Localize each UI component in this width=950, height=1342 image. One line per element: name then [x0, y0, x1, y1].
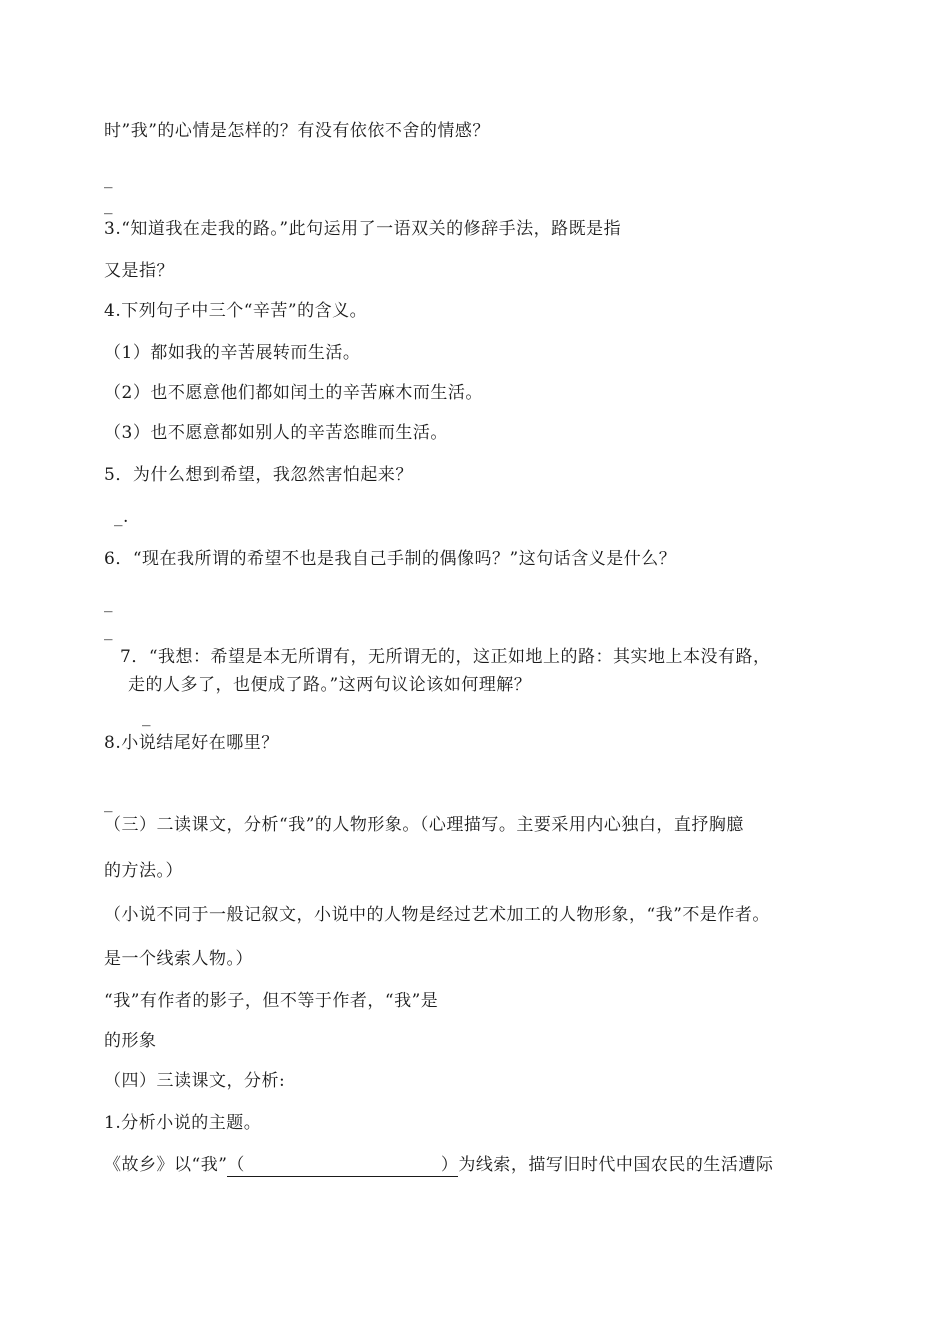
answer-blank[interactable]: _ [104, 195, 113, 215]
section-3-prompt-continuation: 的形象 [104, 1031, 157, 1051]
section-3-note: （小说不同于一般记叙文，小说中的人物是经过艺术加工的人物形象，“我”不是作者。 [104, 905, 770, 925]
question-7: 7．“我想：希望是本无所谓有，无所谓无的，这正如地上的路：其实地上本没有路， [120, 647, 771, 667]
clue-blank[interactable] [227, 1154, 458, 1177]
question-5: 5．为什么想到希望，我忽然害怕起来？ [104, 465, 413, 485]
question-4-item-1: （1）都如我的辛苦展转而生活。 [104, 343, 361, 363]
answer-blank[interactable]: _. [114, 507, 129, 527]
close-paren: ） [440, 1155, 459, 1175]
question-6: 6．“现在我所谓的希望不也是我自己手制的偶像吗？”这句话含义是什么？ [104, 549, 677, 569]
question-4-item-2: （2）也不愿意他们都如闰土的辛苦麻木而生活。 [104, 383, 483, 403]
question-continuation: 时”我”的心情是怎样的？有没有依依不舍的情感？ [104, 121, 490, 141]
question-4: 4.下列句子中三个“辛苦”的含义。 [104, 301, 368, 321]
question-8: 8.小说结尾好在哪里？ [104, 733, 279, 753]
section-3-continuation: 的方法。） [104, 861, 183, 881]
answer-blank[interactable]: _ [104, 793, 113, 813]
answer-blank[interactable]: _ [104, 621, 113, 641]
answer-blank[interactable]: _ [142, 707, 151, 727]
theme-sentence-start: 《故乡》以“我” [104, 1155, 228, 1175]
theme-sentence [104, 1154, 773, 1177]
theme-sentence-end: 为线索，描写旧时代中国农民的生活遭际 [458, 1155, 774, 1175]
open-paren: （ [227, 1155, 245, 1175]
section-3-heading: （三）二读课文，分析“我”的人物形象。（心理描写。主要采用内心独白，直抒胸臆 [104, 815, 744, 835]
section-4-item-1: 1.分析小说的主题。 [104, 1113, 262, 1133]
answer-blank[interactable]: _ [104, 169, 113, 189]
question-3: 3.“知道我在走我的路。”此句运用了一语双关的修辞手法，路既是指 [104, 219, 622, 239]
question-4-item-3: （3）也不愿意都如别人的辛苦恣睢而生活。 [104, 423, 448, 443]
section-4-heading: （四）三读课文，分析: [104, 1071, 286, 1091]
question-7-continuation: 走的人多了，也便成了路。”这两句议论该如何理解？ [128, 675, 532, 695]
section-3-prompt: “我”有作者的影子，但不等于作者，“我”是 [104, 991, 439, 1011]
section-3-note-continuation: 是一个线索人物。） [104, 949, 253, 969]
question-3-continuation: 又是指？ [104, 261, 174, 281]
answer-blank[interactable]: _ [104, 593, 113, 613]
